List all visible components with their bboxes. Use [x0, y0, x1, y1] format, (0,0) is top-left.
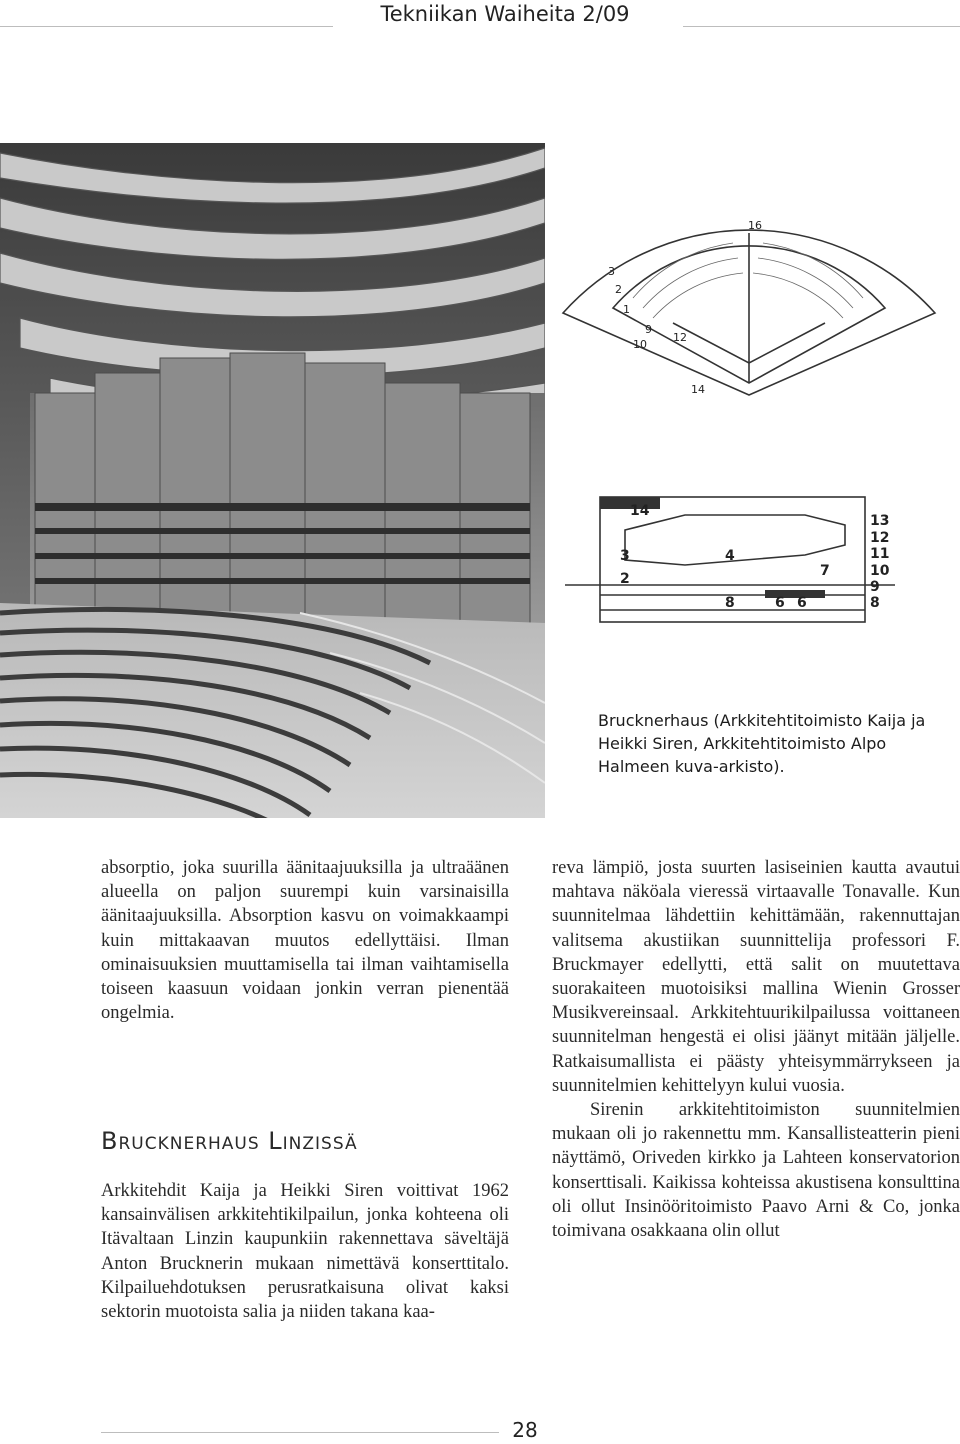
- plan-label: 14: [691, 383, 705, 396]
- paragraph: absorptio, joka suurilla äänitaajuuksilla ja ultraäänen alueella on paljon suurempi kuin varsinaisilla äänitaajuuksilla. Absorption kasvu on voimakkaampi kuin mittakaavan muutos edellyttäisi. Ilman ominaisuuksien muuttamisella tai ilman vaihtamisella toiseen kaasuun voidaan jonkin verran pienentää ongelmia.: [101, 858, 509, 1024]
- plan-label: 3: [608, 265, 615, 278]
- section-drawing: [565, 495, 895, 627]
- section-label: 13: [870, 513, 890, 529]
- paragraph: Arkkitehdit Kaija ja Heikki Siren voittivat 1962 kansainvälisen arkkitehtikilpailun, jonka kohteena oli Itävaltaan Linzin kaupunkiin rakennettava säveltäjä Anton Brucknerin mukaan nimettävä konserttitalo. Kilpailuehdotuksen perusratkaisuna olivat kaksi sektorin muotoista salia ja niiden takana kaa-: [101, 1181, 509, 1323]
- figure-caption: Brucknerhaus (Arkkitehtitoimisto Kaija ja Heikki Siren, Arkkitehtitoimisto Alpo Halmeen kuva-arkisto).: [598, 711, 926, 776]
- header-rule-right: [683, 26, 960, 27]
- paragraph: reva lämpiö, josta suurten lasiseinien kautta avautui mahtava näköala vieressä virtaavalle Tonavalle. Kun suunnitelmaa lähdettiin kehittämään, rakennuttajan valitsema akustiikan suunnittelija professori F. Bruckmayer edellytti, että salit on muutettava suorakaiteen muotoisiksi mallina Wienin Grosser Musikvereinsaal. Arkkitehtuurikilpailussa voittaneen suunnitelman hengestä ei olisi jäänyt mitään jäljelle. Ratkaisumallista ei päästy yhteisymmärrykseen ja suunnitelmien kehittelyyn kului vuosia.: [552, 858, 960, 1096]
- section-label: 7: [820, 563, 830, 579]
- section-label: 6: [775, 595, 785, 611]
- concert-hall-interior-photo: [0, 143, 545, 818]
- left-column-bottom: [101, 1179, 509, 1324]
- plan-label: 9: [645, 323, 652, 336]
- left-column-top: [101, 856, 509, 1025]
- section-label: 11: [870, 546, 890, 562]
- running-head: Tekniikan Waiheita 2/09: [380, 2, 630, 26]
- section-label: 10: [870, 563, 890, 579]
- paragraph: Sirenin arkkitehtitoimiston suunnitelmien mukaan oli jo rakennettu mm. Kansallisteatterin pieni näyttämö, Oriveden kirkko ja Lahteen konservatorion konserttisali. Kaikissa kohteissa akustisena konsulttina oli ollut Insinööritoimisto Paavo Arni & Co, jonka toimivana osakkaana olin ollut: [552, 1100, 960, 1242]
- footer-rule: [101, 1432, 499, 1433]
- plan-label: 1: [623, 303, 630, 316]
- section-label: 12: [870, 530, 890, 546]
- plan-label: 2: [615, 283, 622, 296]
- section-label: 9: [870, 579, 880, 595]
- section-label: 8: [725, 595, 735, 611]
- header-rule-left: [0, 26, 333, 27]
- section-heading: Brucknerhaus Linzissä: [101, 1127, 358, 1155]
- section-label: 8: [870, 595, 880, 611]
- section-label: 2: [620, 571, 630, 587]
- section-label: 3: [620, 548, 630, 564]
- page-number: 28: [512, 1418, 538, 1442]
- plan-label: 10: [633, 338, 647, 351]
- section-label: 4: [725, 548, 735, 564]
- section-label: 14: [630, 503, 650, 519]
- right-column: [552, 856, 960, 1243]
- plan-label: 12: [673, 331, 687, 344]
- plan-label: 16: [748, 219, 762, 232]
- section-label: 6: [797, 595, 807, 611]
- floor-plan-drawing: [553, 213, 945, 398]
